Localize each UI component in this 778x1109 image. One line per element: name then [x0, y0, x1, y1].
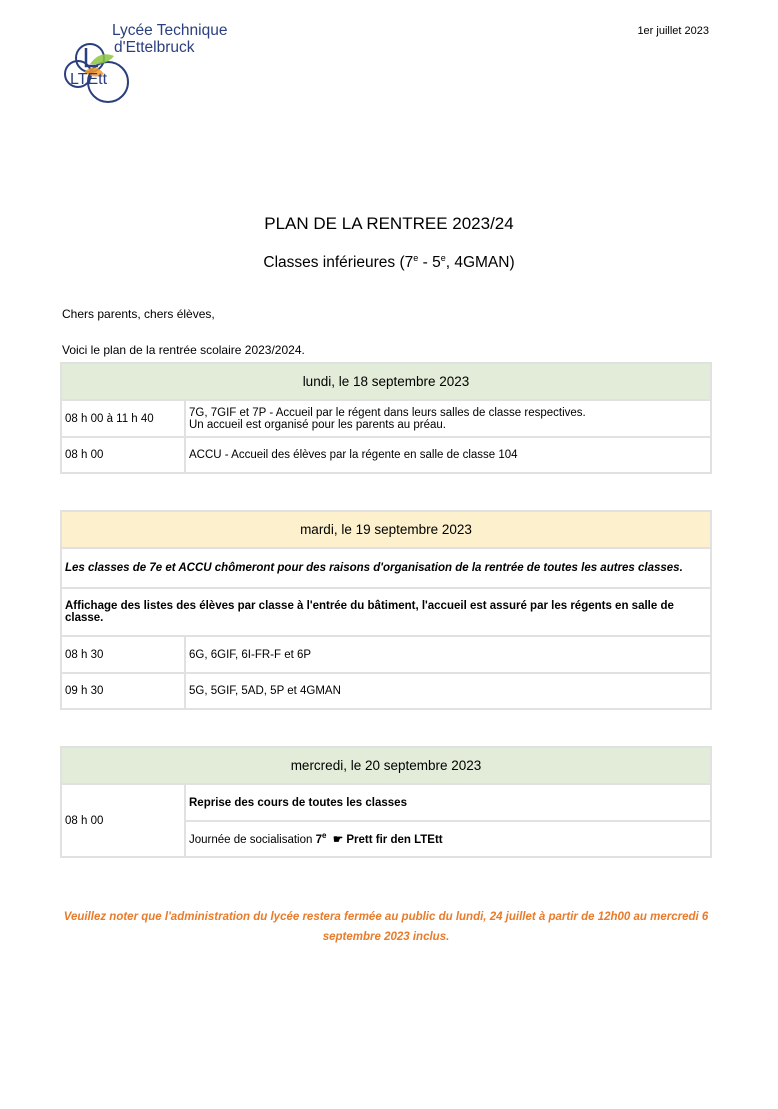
school-name-line2: d'Ettelbruck	[114, 39, 195, 56]
page-title: PLAN DE LA RENTREE 2023/24	[264, 214, 514, 233]
table-row	[61, 588, 711, 636]
intro-text: Voici le plan de la rentrée scolaire 2023/2024.	[62, 343, 305, 357]
subtitle-suffix: , 4GMAN)	[445, 254, 515, 271]
subtitle-middle: - 5	[418, 254, 441, 271]
activity-line: 7G, 7GIF et 7P - Accueil par le régent dans leurs salles de classe respectives.	[189, 406, 586, 419]
page-subtitle	[0, 254, 778, 272]
table-row	[61, 548, 711, 588]
grade-label: 7	[315, 834, 322, 846]
subtitle-sup2: e	[440, 252, 446, 263]
grade-sup: e	[322, 831, 327, 841]
logo-letters: LTEtt	[70, 71, 108, 88]
closure-note: Les classes de 7e et ACCU chômeront pour des raisons d'organisation de la rentrée de toutes les autres classes.	[61, 548, 711, 588]
document-date: 1er juillet 2023	[637, 25, 709, 37]
time-cell: 08 h 00	[61, 437, 185, 473]
subtitle-prefix: Classes inférieures (7	[263, 254, 414, 271]
closure-notice: Veuillez noter que l'administration du lycée restera fermée au public du lundi, 24 juillet à partir de 12h00 au mercredi 6 septembre 2023 inclus.	[63, 911, 709, 943]
ltett-emblem-icon	[60, 36, 150, 108]
table-row	[61, 437, 711, 473]
day-heading-tuesday: mardi, le 19 septembre 2023	[61, 511, 711, 548]
activity-cell: ACCU - Accueil des élèves par la régente en salle de classe 104	[185, 437, 711, 473]
table-row	[61, 400, 711, 437]
time-cell: 08 h 30	[61, 636, 185, 673]
socialisation-label: Journée de socialisation	[189, 834, 316, 846]
day-heading-wednesday: mercredi, le 20 septembre 2023	[61, 747, 711, 784]
time-cell: 09 h 30	[61, 673, 185, 709]
greeting: Chers parents, chers élèves,	[62, 307, 215, 321]
activity-line: Un accueil est organisé pour les parents au préau.	[189, 418, 446, 431]
prett-label: Prett fir den LTEtt	[343, 834, 443, 846]
activity-cell: Reprise des cours de toutes les classes	[185, 784, 711, 821]
schedule-tuesday	[60, 510, 712, 710]
schedule-wednesday	[60, 746, 712, 858]
table-row	[61, 636, 711, 673]
day-heading-monday: lundi, le 18 septembre 2023	[61, 363, 711, 400]
table-row	[61, 673, 711, 709]
activity-cell	[185, 400, 711, 437]
school-name-line1: Lycée Technique	[112, 22, 228, 39]
schedule-monday	[60, 362, 712, 474]
pointing-hand-icon: ☛	[332, 834, 344, 846]
activity-cell: 6G, 6GIF, 6I-FR-F et 6P	[185, 636, 711, 673]
table-row	[61, 784, 711, 821]
display-note: Affichage des listes des élèves par classe à l'entrée du bâtiment, l'accueil est assuré par les régents en salle de classe.	[61, 588, 711, 636]
school-logo	[60, 22, 250, 108]
subtitle-sup1: e	[413, 252, 419, 263]
activity-cell: 5G, 5GIF, 5AD, 5P et 4GMAN	[185, 673, 711, 709]
activity-cell	[185, 821, 711, 857]
time-cell: 08 h 00 à 11 h 40	[61, 400, 185, 437]
time-cell: 08 h 00	[61, 784, 185, 857]
